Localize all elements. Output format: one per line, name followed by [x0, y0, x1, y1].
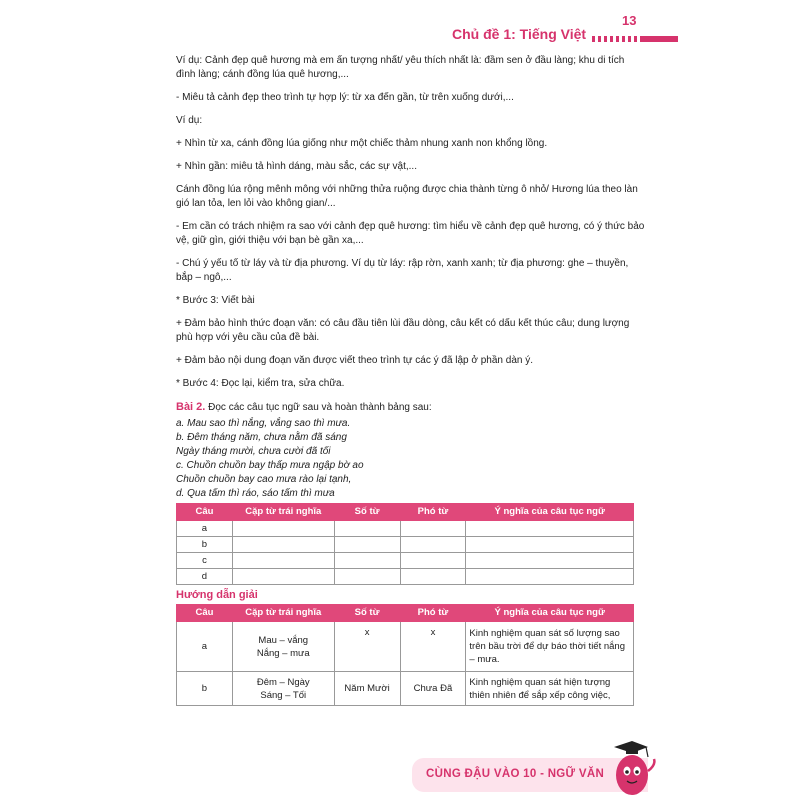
bai2-label: Bài 2. — [176, 401, 206, 413]
answer-so-tu: x — [334, 622, 400, 672]
paragraph: Ví dụ: — [176, 115, 203, 126]
page-number: 13 — [622, 13, 637, 28]
proverb: c. Chuồn chuồn bay thấp mưa ngập bờ ao — [176, 460, 364, 471]
paragraph: - Miêu tả cảnh đẹp theo trình tự hợp lý: từ xa đến gần, từ trên xuống dưới,... — [176, 92, 514, 103]
table-row — [177, 622, 634, 672]
paragraph: + Đảm bảo nội dung đoạn văn được viết theo trình tự các ý đã lập ở phần dàn ý. — [176, 355, 534, 366]
answer-meaning: Kinh nghiệm quan sát hiện tượng thiên nhiên để sắp xếp công việc, — [466, 672, 634, 706]
page-content — [176, 54, 646, 706]
table-row — [177, 521, 634, 537]
answer-pho-tu: x — [400, 622, 466, 672]
header-cell: Phó từ — [400, 504, 466, 521]
paragraph: + Nhìn từ xa, cánh đồng lúa giống như một chiếc thảm nhung xanh non khổng lồng. — [176, 138, 548, 149]
antonym-pair: Mau – vắng — [258, 634, 309, 646]
header-cell: Câu — [177, 504, 233, 521]
answer-so-tu: Năm Mười — [334, 672, 400, 706]
answer-table — [176, 604, 634, 706]
paragraph: + Đảm bảo hình thức đoạn văn: có câu đầu tiên lùi đầu dòng, câu kết có dấu kết thúc câu; dung lượng phù hợp với yêu cầu của đề bài. — [176, 318, 630, 343]
table-row — [177, 537, 634, 553]
paragraph: - Em cần có trách nhiệm ra sao với cảnh đẹp quê hương: tìm hiểu về cảnh đẹp quê hương, có ý thức bảo vệ, giữ gìn, giới thiệu với bạn bè gần xa,... — [176, 221, 645, 246]
paragraph: Ví dụ: Cảnh đẹp quê hương mà em ấn tượng nhất/ yêu thích nhất là: đầm sen ở đầu làng; khu di tích đình làng; cánh đồng lúa quê hương,... — [176, 55, 625, 80]
header-cell: Cặp từ trái nghĩa — [232, 504, 334, 521]
exercise-table — [176, 503, 634, 585]
answer-cap-tu — [232, 622, 334, 672]
header-cell: Ý nghĩa của câu tục ngữ — [466, 504, 634, 521]
header-decoration — [592, 36, 678, 42]
header-cell: Cặp từ trái nghĩa — [232, 605, 334, 622]
antonym-pair: Đêm – Ngày — [256, 676, 310, 688]
row-label: a — [177, 521, 233, 537]
paragraph: + Nhìn gần: miêu tả hình dáng, màu sắc, các sự vật,... — [176, 161, 417, 172]
answer-pho-tu: Chưa Đã — [400, 672, 466, 706]
header-cell: Phó từ — [400, 605, 466, 622]
paragraph: * Bước 4: Đọc lại, kiểm tra, sửa chữa. — [176, 378, 345, 389]
solution-heading: Hướng dẫn giải — [176, 589, 258, 601]
header-cell: Số từ — [334, 504, 400, 521]
antonym-pair: Nắng – mưa — [256, 647, 310, 659]
bean-mascot-icon — [598, 735, 660, 797]
answer-cap-tu — [232, 672, 334, 706]
answer-cau: a — [177, 622, 233, 672]
proverb: a. Mau sao thì nắng, vắng sao thì mưa. — [176, 418, 351, 429]
header-cell: Ý nghĩa của câu tục ngữ — [466, 605, 634, 622]
graduation-cap-icon — [614, 741, 648, 757]
paragraph: - Chú ý yếu tố từ láy và từ địa phương. Ví dụ từ láy: rập rờn, xanh xanh; từ địa phương: ghe – thuyền, bắp – ngô,... — [176, 258, 629, 283]
proverb: Ngày tháng mười, chưa cười đã tối — [176, 446, 331, 457]
footer-text: CÙNG ĐẬU VÀO 10 - NGỮ VĂN — [426, 768, 605, 780]
proverb: Chuồn chuồn bay cao mưa rào lại tạnh, — [176, 474, 352, 485]
paragraph: Cánh đồng lúa rộng mênh mông với những thửa ruộng được chia thành từng ô nhỏ/ Hương lúa theo làn gió lan tỏa, len lỏi vào không gian/... — [176, 184, 638, 209]
answer-meaning: Kinh nghiệm quan sát số lượng sao trên bầu trời để dự báo thời tiết nắng – mưa. — [466, 622, 634, 672]
proverb: b. Đêm tháng năm, chưa nằm đã sáng — [176, 432, 347, 443]
antonym-pair: Sáng – Tối — [260, 689, 307, 701]
table-row — [177, 672, 634, 706]
paragraph: * Bước 3: Viết bài — [176, 295, 255, 306]
header-cell: Số từ — [334, 605, 400, 622]
bai2-instruction: Đọc các câu tục ngữ sau và hoàn thành bảng sau: — [205, 402, 432, 413]
answer-cau: b — [177, 672, 233, 706]
table-row — [177, 553, 634, 569]
row-label: d — [177, 569, 233, 585]
chapter-title: Chủ đề 1: Tiếng Việt — [452, 26, 587, 42]
bai2-heading — [176, 400, 646, 415]
table-header-row — [177, 605, 634, 622]
table-header-row — [177, 504, 634, 521]
proverb: d. Qua tấm thì ráo, sáo tấm thì mưa — [176, 488, 335, 499]
header-cell: Câu — [177, 605, 233, 622]
page-header — [0, 0, 800, 50]
row-label: b — [177, 537, 233, 553]
table-row — [177, 569, 634, 585]
row-label: c — [177, 553, 233, 569]
